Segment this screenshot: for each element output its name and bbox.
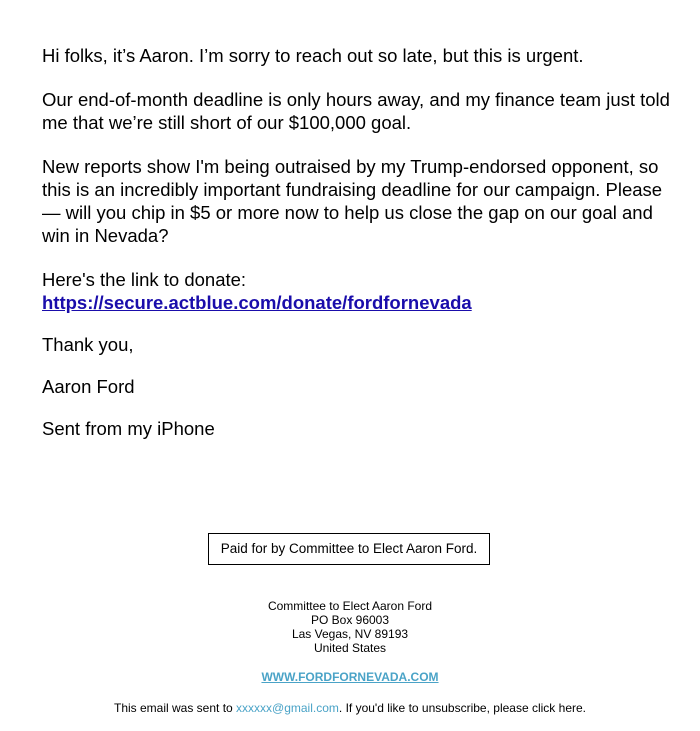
- sent-from: Sent from my iPhone: [42, 418, 215, 439]
- unsubscribe-note: [0, 701, 700, 715]
- mailing-address: [0, 599, 700, 655]
- closing: Thank you,: [42, 334, 134, 355]
- deadline-paragraph: Our end-of-month deadline is only hours away, and my finance team just told me that we’re still short of our $100,000 goal.: [42, 89, 670, 133]
- appeal-paragraph: New reports show I'm being outraised by my Trump-endorsed opponent, so this is an incredibly important fundraising deadline for our campaign. Please — will you chip in $5 or more now to help us close the gap on our goal and win in Nevada?: [42, 156, 663, 246]
- website-link[interactable]: WWW.FORDFORNEVADA.COM: [261, 670, 439, 684]
- unsubscribe-text[interactable]: . If you'd like to unsubscribe, please click here.: [338, 701, 586, 715]
- address-city: Las Vegas, NV 89193: [291, 627, 409, 641]
- address-country: United States: [313, 641, 387, 655]
- address-po-box: PO Box 96003: [310, 613, 390, 627]
- donate-section: [42, 268, 682, 314]
- donate-intro: Here's the link to donate:: [42, 269, 247, 290]
- greeting-paragraph: Hi folks, it’s Aaron. I’m sorry to reach out so late, but this is urgent.: [42, 45, 584, 66]
- website-row: [0, 670, 700, 684]
- paid-for-disclaimer: Paid for by Committee to Elect Aaron Ford.: [208, 533, 490, 565]
- email-body: [42, 44, 682, 459]
- signature: Aaron Ford: [42, 376, 135, 397]
- donate-link[interactable]: https://secure.actblue.com/donate/fordfornevada: [42, 292, 472, 313]
- sent-to-prefix: This email was sent to: [113, 701, 237, 715]
- address-org: Committee to Elect Aaron Ford: [267, 599, 433, 613]
- recipient-email[interactable]: xxxxxx@gmail.com: [236, 701, 339, 715]
